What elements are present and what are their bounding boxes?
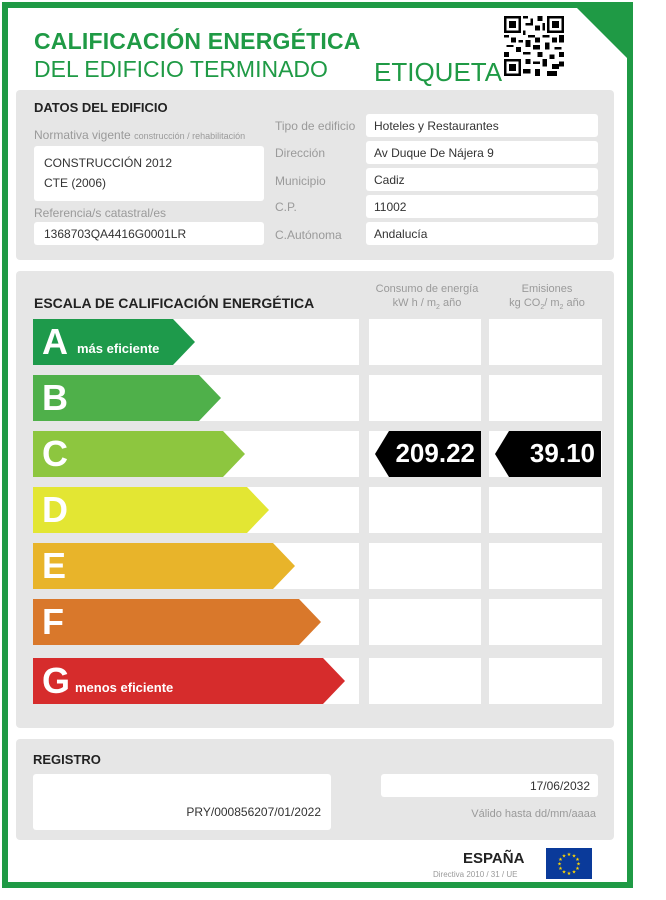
class-e-emisiones-cell [489,543,602,589]
class-a-letter: A [42,321,68,362]
consumo-unit-a: kW h / m [392,297,437,309]
svg-text:★: ★ [566,871,572,877]
svg-text:★: ★ [575,866,580,872]
svg-text:★: ★ [558,866,563,872]
registro-section-title: REGISTRO [33,752,101,767]
emisiones-header [486,282,608,315]
datos-edificio-panel [16,90,614,260]
class-e-consumo-cell [369,543,481,589]
municipio-label: Municipio [275,174,326,188]
registro-box [33,774,331,830]
normativa-box [34,146,264,201]
corner-triangle [571,2,633,64]
tipo-edificio-box [366,114,598,137]
class-f-consumo-cell [369,599,481,645]
class-e-letter: E [42,545,67,586]
normativa-line-1: CONSTRUCCIÓN 2012 [44,156,173,170]
cp-value: 11002 [374,200,407,214]
class-a-emisiones-cell [489,319,602,365]
etiqueta-label: ETIQUETA [374,57,503,87]
consumo-value: 209.22 [395,438,475,468]
referencia-label: Referencia/s catastral/es [34,206,167,220]
directiva-label: Directiva 2010 / 31 / UE [433,870,518,879]
valido-label: Válido hasta dd/mm/aaaa [471,808,596,820]
class-g-consumo-cell [369,658,481,704]
energy-label-frame [2,2,633,888]
consumo-unit-sub: 2 [436,304,440,312]
escala-panel [16,271,614,728]
cp-label: C.P. [275,200,297,214]
emisiones-rating-indicator [495,431,601,477]
svg-text:★: ★ [575,857,580,863]
class-f-arrow-shape [33,599,321,645]
direccion-box [366,141,598,164]
referencia-value: 1368703QA4416G0001LR [44,227,187,241]
class-b-letter: B [42,377,68,418]
qr-code-icon [504,16,564,76]
cp-box [366,195,598,218]
class-c-bar [33,431,245,477]
consumo-unit-b: año [439,297,462,309]
class-a-consumo-cell [369,319,481,365]
emisiones-header-line-1: Emisiones [521,283,573,295]
consumo-header [366,282,488,315]
escala-section-title: ESCALA DE CALIFICACIÓN ENERGÉTICA [34,295,315,311]
eu-flag-icon [546,848,592,879]
emisiones-unit-b: / m [544,297,560,309]
emisiones-unit-c: año [563,297,585,309]
svg-text:★: ★ [557,861,562,868]
svg-text:★: ★ [561,853,567,860]
emisiones-unit-sub1: 2 [540,304,545,312]
normativa-line-2: CTE (2006) [44,176,107,190]
class-g-letter: G [42,660,71,701]
municipio-value: Cadiz [374,173,405,187]
class-d-emisiones-cell [489,487,602,533]
class-e-arrow-shape [33,543,295,589]
title-line-1: CALIFICACIÓN ENERGÉTICA [34,28,361,54]
class-d-bar [33,487,269,533]
class-f-arrow-polygon [33,599,321,645]
direccion-label: Dirección [275,146,326,160]
datos-section-title: DATOS DEL EDIFICIO [34,100,168,115]
normativa-sublabel: construcción / rehabilitación [134,131,246,141]
svg-text:★: ★ [561,869,567,876]
class-b-emisiones-cell [489,375,602,421]
tipo-edificio-value: Hoteles y Restaurantes [374,119,499,133]
registro-panel [16,739,614,840]
svg-text:★: ★ [571,853,577,860]
class-g-bar [33,658,345,704]
consumo-header-line-2 [366,296,488,315]
comunidad-label: C.Autónoma [275,228,342,242]
class-g-sublabel: menos eficiente [75,680,174,695]
svg-text:★: ★ [558,857,563,863]
comunidad-value: Andalucía [374,227,428,241]
class-f-letter: F [42,601,64,642]
svg-text:★: ★ [576,861,581,868]
referencia-box [34,222,264,245]
class-e-bar [33,543,295,589]
class-a-sublabel: más eficiente [77,341,160,356]
fecha-value: 17/06/2032 [529,779,590,793]
emisiones-unit-sub2: 2 [559,304,564,312]
class-e-arrow-polygon [33,543,295,589]
emisiones-header-line-2 [486,296,608,315]
normativa-label [34,128,245,142]
tipo-edificio-label: Tipo de edificio [275,119,356,133]
class-c-letter: C [42,433,68,474]
class-d-arrow-shape [33,487,269,533]
class-g-emisiones-cell [489,658,602,704]
comunidad-box [366,222,598,245]
class-f-emisiones-cell [489,599,602,645]
class-b-bar [33,375,221,421]
class-d-consumo-cell [369,487,481,533]
fecha-box [381,774,598,797]
class-d-arrow-polygon [33,487,269,533]
espana-label: ESPAÑA [463,850,525,867]
normativa-label-text: Normativa vigente [34,128,131,142]
class-d-letter: D [42,489,68,530]
emisiones-value: 39.10 [529,438,595,468]
emisiones-unit-a: kg CO [509,297,541,309]
class-b-consumo-cell [369,375,481,421]
registro-value: PRY/000856207/01/2022 [186,805,321,819]
svg-text:★: ★ [571,869,577,876]
svg-text:★: ★ [566,852,572,858]
consumo-rating-indicator [375,431,481,477]
class-f-bar [33,599,321,645]
title-line-2: DEL EDIFICIO TERMINADO [34,56,328,82]
class-a-bar [33,319,195,365]
consumo-header-line-1: Consumo de energía [375,283,479,295]
direccion-value: Av Duque De Nájera 9 [374,146,494,160]
municipio-box [366,168,598,191]
